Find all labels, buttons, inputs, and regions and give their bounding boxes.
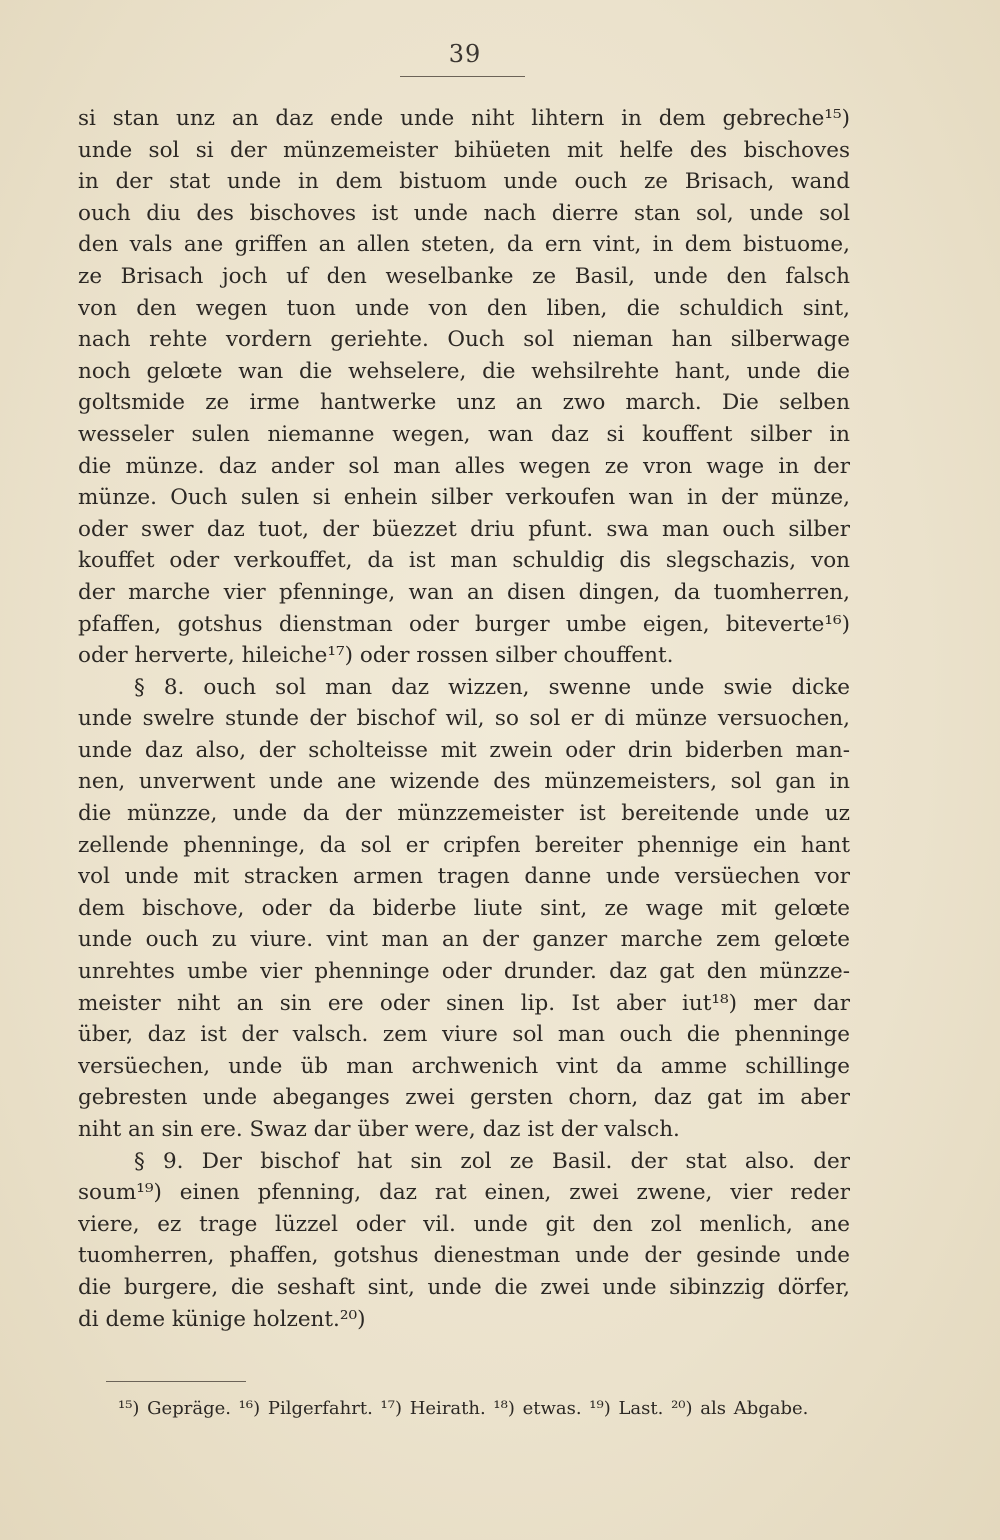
text-line: kouffet oder verkouffet, da ist man schuldig dis slegschazis, von [78, 548, 850, 574]
text-line: goltsmide ze irme hantwerke unz an zwo march. Die selben [78, 390, 850, 416]
text-line: unde sol si der münzemeister bihüeten mit helfe des bischoves [78, 137, 850, 163]
text-line: unde ouch zu viure. vint man an der ganzer marche zem gelœte [78, 927, 850, 953]
text-line: ouch diu des bischoves ist unde nach dierre stan sol, unde sol [78, 200, 850, 226]
text-line: über, daz ist der valsch. zem viure sol man ouch die phenninge [78, 1022, 850, 1048]
footnote-rule [106, 1381, 246, 1382]
body-text [78, 103, 850, 1335]
text-line: oder herverte, hileiche¹⁷) oder rossen silber chouffent. [78, 643, 674, 669]
text-line: oder swer daz tuot, der büezzet driu pfunt. swa man ouch silber [78, 516, 850, 542]
text-line: viere, ez trage lüzzel oder vil. unde git den zol menlich, ane [78, 1211, 850, 1237]
footnotes: ¹⁵) Gepräge. ¹⁶) Pilgerfahrt. ¹⁷) Heirath. ¹⁸) etwas. ¹⁹) Last. ²⁰) als Abgabe. [118, 1398, 809, 1419]
text-line: die burgere, die seshaft sint, unde die zwei unde sibinzzig dörfer, [78, 1274, 850, 1300]
text-line: von den wegen tuon unde von den liben, die schuldich sint, [78, 295, 850, 321]
text-line: zellende phenninge, da sol er cripfen bereiter phennige ein hant [78, 832, 850, 858]
text-line: noch gelœte wan die wehselere, die wehsilrehte hant, unde die [78, 358, 850, 384]
text-line: die münzze, unde da der münzzemeister ist bereitende unde uz [78, 801, 850, 827]
text-line: tuomherren, phaffen, gotshus dienestman unde der gesinde unde [78, 1243, 850, 1269]
text-line: münze. Ouch sulen si enhein silber verkoufen wan in der münze, [78, 485, 850, 511]
text-line: pfaffen, gotshus dienstman oder burger umbe eigen, biteverte¹⁶) [78, 611, 850, 637]
text-line: dem bischove, oder da biderbe liute sint, ze wage mit gelœte [78, 895, 850, 921]
text-line: versüechen, unde üb man archwenich vint da amme schillinge [78, 1053, 850, 1079]
text-line: in der stat unde in dem bistuom unde ouch ze Brisach, wand [78, 169, 850, 195]
text-line: meister niht an sin ere oder sinen lip. Ist aber iut¹⁸) mer dar [78, 990, 850, 1016]
page-number: 39 [448, 40, 482, 68]
section-8-start: § 8. ouch sol man daz wizzen, swenne unde swie dicke [134, 674, 850, 700]
text-line: nach rehte vordern geriehte. Ouch sol nieman han silberwage [78, 327, 850, 353]
text-line: ze Brisach joch uf den weselbanke ze Basil, unde den falsch [78, 263, 850, 289]
text-line: der marche vier pfenninge, wan an disen dingen, da tuomherren, [78, 579, 850, 605]
text-line: unde swelre stunde der bischof wil, so sol er di münze versuochen, [78, 706, 850, 732]
text-line: unde daz also, der scholteisse mit zwein oder drin biderben man- [78, 737, 850, 763]
text-line: nen, unverwent unde ane wizende des münzemeisters, sol gan in [78, 769, 850, 795]
header-rule [400, 76, 525, 77]
text-line: vol unde mit stracken armen tragen danne unde versüechen vor [78, 864, 850, 890]
text-line: wesseler sulen niemanne wegen, wan daz si kouffent silber in [78, 421, 850, 447]
text-line: unrehtes umbe vier phenninge oder drunder. daz gat den münzze- [78, 959, 850, 985]
text-line: gebresten unde abeganges zwei gersten chorn, daz gat im aber [78, 1085, 850, 1111]
section-9-start: § 9. Der bischof hat sin zol ze Basil. der stat also. der [134, 1148, 850, 1174]
text-line: niht an sin ere. Swaz dar über were, daz ist der valsch. [78, 1117, 680, 1142]
text-line: di deme künige holzent.²⁰) [78, 1306, 366, 1332]
text-line: die münze. daz ander sol man alles wegen ze vron wage in der [78, 453, 850, 479]
text-line: si stan unz an daz ende unde niht lihtern in dem gebreche¹⁵) [78, 106, 850, 131]
text-line: soum¹⁹) einen pfenning, daz rat einen, zwei zwene, vier reder [78, 1180, 850, 1206]
text-line: den vals ane griffen an allen steten, da ern vint, in dem bistuome, [78, 232, 850, 258]
